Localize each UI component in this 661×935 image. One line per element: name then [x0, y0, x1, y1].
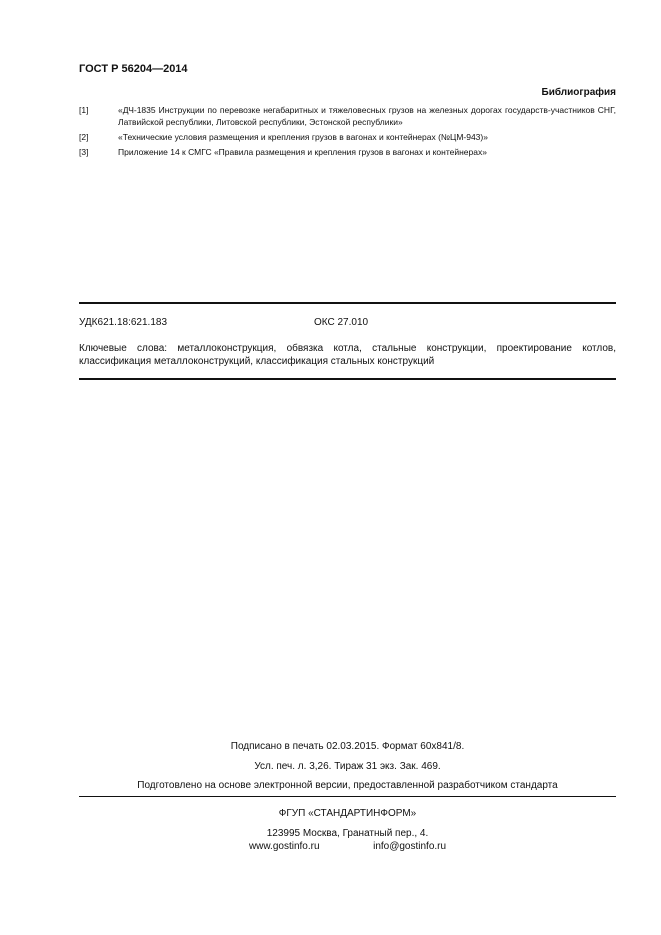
divider-top	[79, 302, 616, 304]
publisher-contacts	[79, 841, 616, 852]
imprint-print-info: Усл. печ. л. 3,26. Тираж 31 экз. Зак. 469.	[254, 761, 441, 772]
bibliography-item-number: [1]	[79, 105, 89, 115]
imprint-divider	[79, 796, 616, 797]
bibliography-item	[79, 146, 616, 158]
udk-code: УДК621.18:621.183	[79, 317, 168, 328]
oks-code: ОКС 27.010	[314, 317, 369, 328]
bibliography-item	[79, 131, 616, 143]
publisher-address: 123995 Москва, Гранатный пер., 4.	[266, 828, 429, 839]
publisher-name: ФГУП «СТАНДАРТИНФОРМ»	[278, 808, 417, 819]
imprint-prepared: Подготовлено на основе электронной версии, предоставленной разработчиком стандарта	[137, 780, 558, 791]
website-link[interactable]: www.gostinfo.ru	[248, 841, 320, 852]
keywords: Ключевые слова: металлоконструкция, обвязка котла, стальные конструкции, проектирование котлов, классификация металлоконструкций, классификация стальных конструкций	[79, 343, 616, 367]
bibliography-item	[79, 104, 616, 128]
email-link[interactable]: info@gostinfo.ru	[373, 841, 447, 852]
bibliography-title: Библиография	[541, 87, 616, 98]
divider-bottom	[79, 378, 616, 380]
document-code: ГОСТ Р 56204—2014	[79, 63, 188, 75]
imprint-signed: Подписано в печать 02.03.2015. Формат 60х841/8.	[230, 741, 465, 752]
bibliography-item-number: [3]	[79, 147, 89, 157]
bibliography-item-number: [2]	[79, 132, 89, 142]
bibliography-item-text: Приложение 14 к СМГС «Правила размещения и крепления грузов в вагонах и контейнерах»	[118, 147, 487, 157]
bibliography-item-text: «ДЧ-1835 Инструкции по перевозке негабаритных и тяжеловесных грузов на железных дорогах государств-участников СНГ, Латвийской республики, Литовской республики, Эстонской республики»	[118, 105, 616, 127]
bibliography-item-text: «Технические условия размещения и крепления грузов в вагонах и контейнерах (№ЦМ-943)»	[118, 132, 488, 142]
